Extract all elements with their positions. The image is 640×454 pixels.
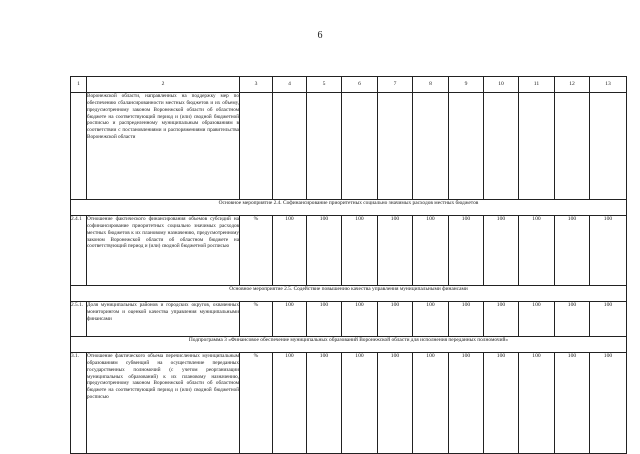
value-cell: 100: [555, 302, 590, 337]
page-number: 6: [317, 30, 323, 41]
col-header: 12: [555, 77, 590, 93]
value-cell: [449, 93, 484, 200]
value-cell: 100: [378, 216, 413, 286]
col-header: 11: [519, 77, 555, 93]
unit-cell: [240, 93, 273, 200]
value-cell: 100: [273, 216, 307, 286]
value-cell: [555, 93, 590, 200]
table-row: [71, 216, 627, 286]
value-cell: 100: [413, 216, 449, 286]
value-cell: 100: [378, 353, 413, 454]
col-header: 3: [240, 77, 273, 93]
table-row: [71, 93, 627, 200]
value-cell: 100: [484, 302, 519, 337]
value-cell: 100: [413, 302, 449, 337]
value-cell: 100: [590, 216, 627, 286]
col-header: 5: [307, 77, 342, 93]
col-header: 2: [87, 77, 240, 93]
unit-cell: %: [240, 216, 273, 286]
col-header: 10: [484, 77, 519, 93]
col-header: 1: [71, 77, 87, 93]
value-cell: [484, 93, 519, 200]
section-title: Основное мероприятие 2.5. Содействие повышению качества управления муниципальными финансами: [71, 286, 627, 302]
row-code: 2.5.1.: [71, 302, 87, 337]
value-cell: 100: [273, 353, 307, 454]
col-header: 13: [590, 77, 627, 93]
col-header: 6: [342, 77, 378, 93]
row-code: [71, 93, 87, 200]
value-cell: 100: [307, 216, 342, 286]
unit-cell: %: [240, 302, 273, 337]
table-row: [71, 353, 627, 454]
value-cell: 100: [413, 353, 449, 454]
value-cell: 100: [307, 302, 342, 337]
value-cell: 100: [555, 353, 590, 454]
indicator-name: Отношение фактического финансирования объемов субсидий на софинансирование приоритетных социально значимых расходов местных бюджетов к их плановому назначению, предусмотренному законом Воронежской области об областном бюджете на соответствующий период и (или) сводной бюджетной росписью: [87, 216, 240, 286]
value-cell: 100: [449, 302, 484, 337]
value-cell: [519, 93, 555, 200]
value-cell: 100: [378, 302, 413, 337]
col-header: 8: [413, 77, 449, 93]
section-title: Подпрограмма 3 «Финансовое обеспечение муниципальных образований Воронежской области для исполнения переданных полномочий»: [71, 337, 627, 353]
value-cell: [590, 93, 627, 200]
row-code: 3.1.: [71, 353, 87, 454]
value-cell: 100: [484, 353, 519, 454]
value-cell: 100: [484, 216, 519, 286]
row-code: 2.4.1: [71, 216, 87, 286]
col-header: 9: [449, 77, 484, 93]
section-title: Основное мероприятие 2.4. Софинансирование приоритетных социально значимых расходов местных бюджетов: [71, 200, 627, 216]
value-cell: 100: [307, 353, 342, 454]
value-cell: 100: [342, 216, 378, 286]
value-cell: [273, 93, 307, 200]
section-row: [71, 337, 627, 353]
col-header: 7: [378, 77, 413, 93]
value-cell: 100: [519, 302, 555, 337]
value-cell: 100: [590, 302, 627, 337]
value-cell: [413, 93, 449, 200]
indicator-name: Отношение фактического объема перечисленных муниципальным образованиям субвенций на осуществление переданных государственных полномочий (с учетом реорганизации муниципальных образований) к их плановому назначению, предусмотренному законом Воронежской области об областном бюджете на соответствующий период и (или) сводной бюджетной росписью: [87, 353, 240, 454]
indicator-name: Доля муниципальных районов и городских округов, охваченных мониторингом и оценкой качества управления муниципальными финансами: [87, 302, 240, 337]
value-cell: [378, 93, 413, 200]
value-cell: 100: [449, 353, 484, 454]
value-cell: 100: [342, 302, 378, 337]
value-cell: 100: [449, 216, 484, 286]
value-cell: [342, 93, 378, 200]
unit-cell: %: [240, 353, 273, 454]
indicators-table: [70, 76, 627, 454]
section-row: [71, 200, 627, 216]
value-cell: 100: [519, 353, 555, 454]
value-cell: 100: [519, 216, 555, 286]
section-row: [71, 286, 627, 302]
value-cell: 100: [555, 216, 590, 286]
indicator-name: Воронежской области, направленных на поддержку мер по обеспечению сбалансированности местных бюджетов и их объему, предусмотренному законом Воронежской области об областном бюджете на соответствующий период и (или) сводной бюджетной росписью и распределенному муниципальным образованиям в соответствии с постановлениями и распоряжениями правительства Воронежской области: [87, 93, 240, 200]
table-body: [71, 93, 627, 454]
value-cell: 100: [590, 353, 627, 454]
value-cell: 100: [342, 353, 378, 454]
col-header: 4: [273, 77, 307, 93]
value-cell: [307, 93, 342, 200]
value-cell: 100: [273, 302, 307, 337]
table-row: [71, 302, 627, 337]
table-header-row: [71, 77, 627, 93]
